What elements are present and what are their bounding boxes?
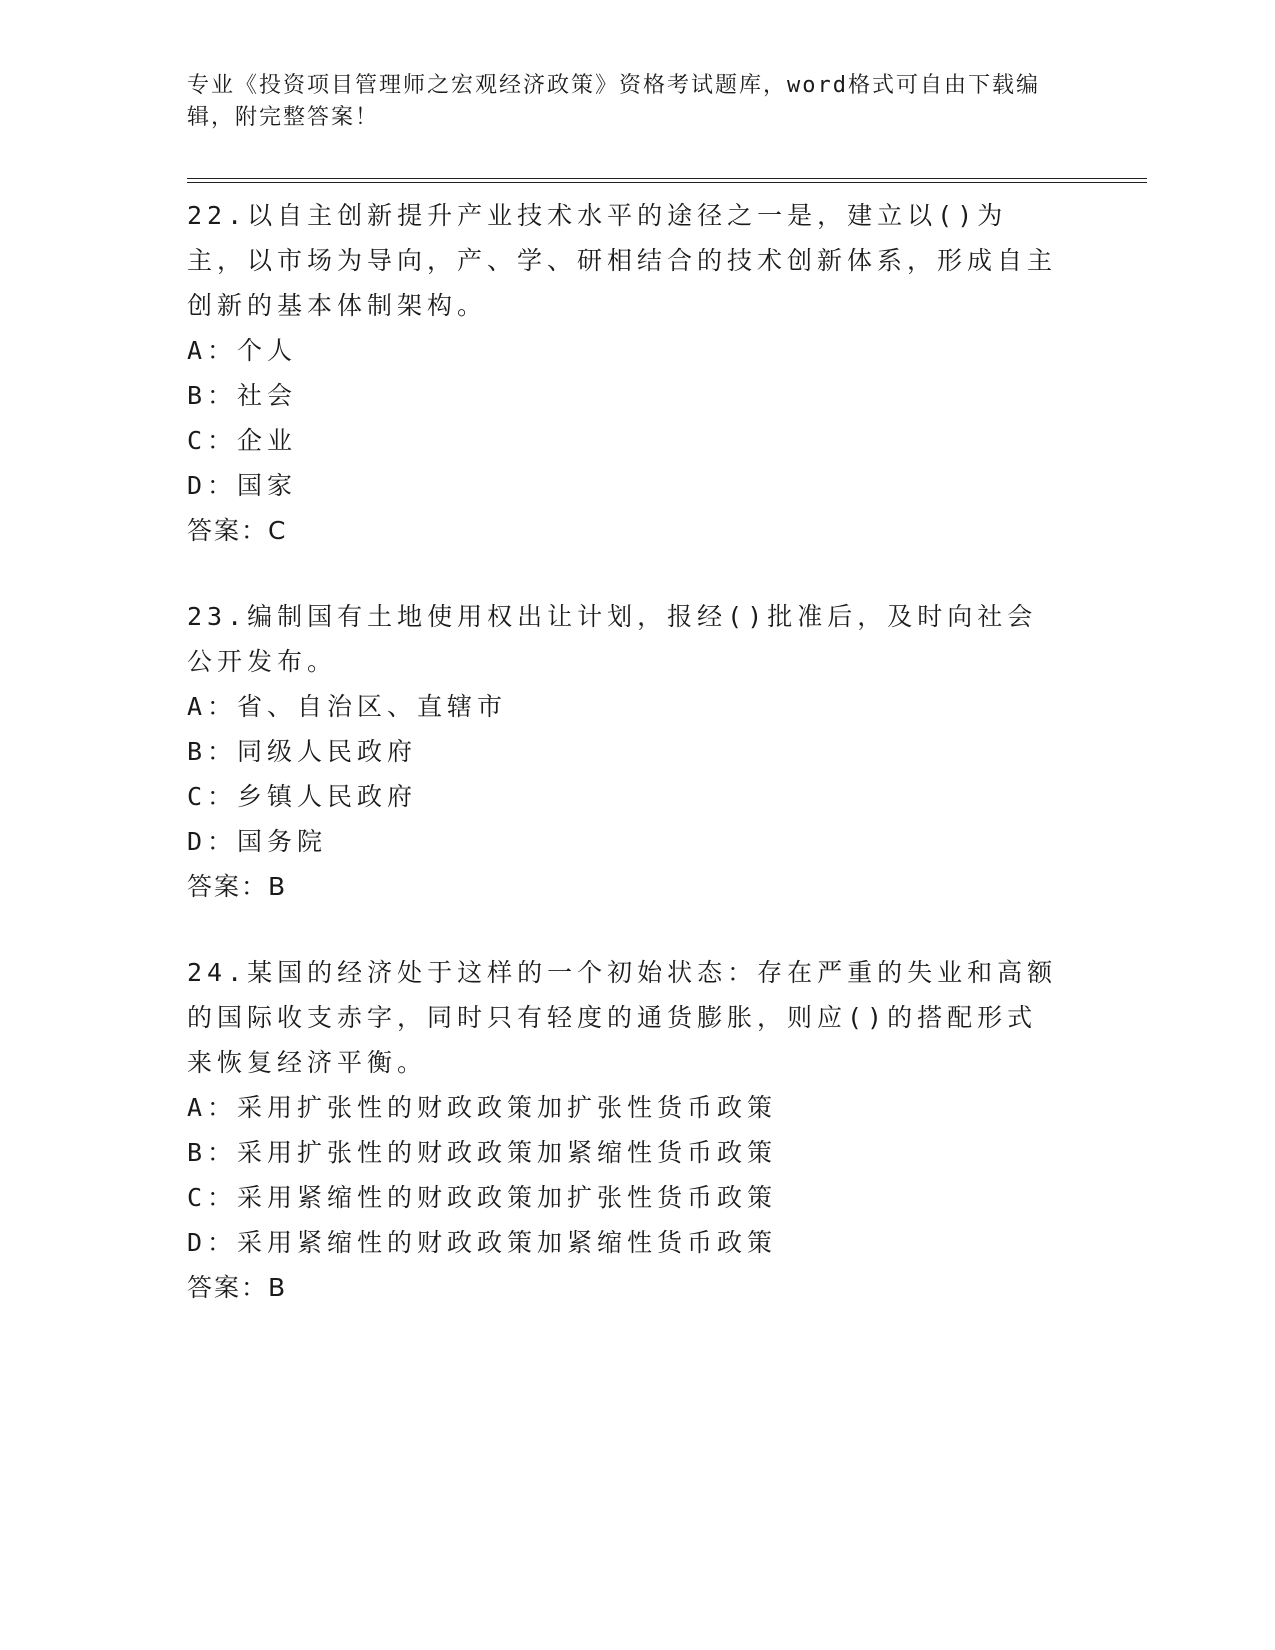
option-d: D：采用紧缩性的财政政策加紧缩性货币政策 xyxy=(187,1228,778,1257)
answer-line: 答案：B xyxy=(187,872,288,901)
question-stem: 23.编制国有土地使用权出让计划，报经()批准后，及时向社会公开发布。 xyxy=(187,602,1038,676)
document-page xyxy=(187,70,1147,1311)
option-c: C：采用紧缩性的财政政策加扩张性货币政策 xyxy=(187,1183,778,1212)
question-block xyxy=(187,193,1147,554)
answer-line: 答案：C xyxy=(187,516,288,545)
option-a: A：个人 xyxy=(187,336,298,365)
option-d: D：国务院 xyxy=(187,827,328,856)
option-b: B：同级人民政府 xyxy=(187,737,418,766)
answer-line: 答案：B xyxy=(187,1273,288,1302)
option-c: C：企业 xyxy=(187,426,298,455)
option-b: B：社会 xyxy=(187,381,298,410)
option-b: B：采用扩张性的财政政策加紧缩性货币政策 xyxy=(187,1138,778,1167)
document-header: 专业《投资项目管理师之宏观经济政策》资格考试题库，word格式可自由下载编辑，附完整答案！ xyxy=(187,73,1040,130)
question-stem: 22.以自主创新提升产业技术水平的途径之一是，建立以()为主，以市场为导向，产、学、研相结合的技术创新体系，形成自主创新的基本体制架构。 xyxy=(187,201,1058,320)
option-c: C：乡镇人民政府 xyxy=(187,782,418,811)
question-block xyxy=(187,950,1147,1311)
option-d: D：国家 xyxy=(187,471,298,500)
header-divider xyxy=(187,178,1147,183)
question-block xyxy=(187,594,1147,910)
question-stem: 24.某国的经济处于这样的一个初始状态：存在严重的失业和高额的国际收支赤字，同时只有轻度的通货膨胀，则应()的搭配形式来恢复经济平衡。 xyxy=(187,958,1058,1077)
option-a: A：省、自治区、直辖市 xyxy=(187,692,508,721)
option-a: A：采用扩张性的财政政策加扩张性货币政策 xyxy=(187,1093,778,1122)
